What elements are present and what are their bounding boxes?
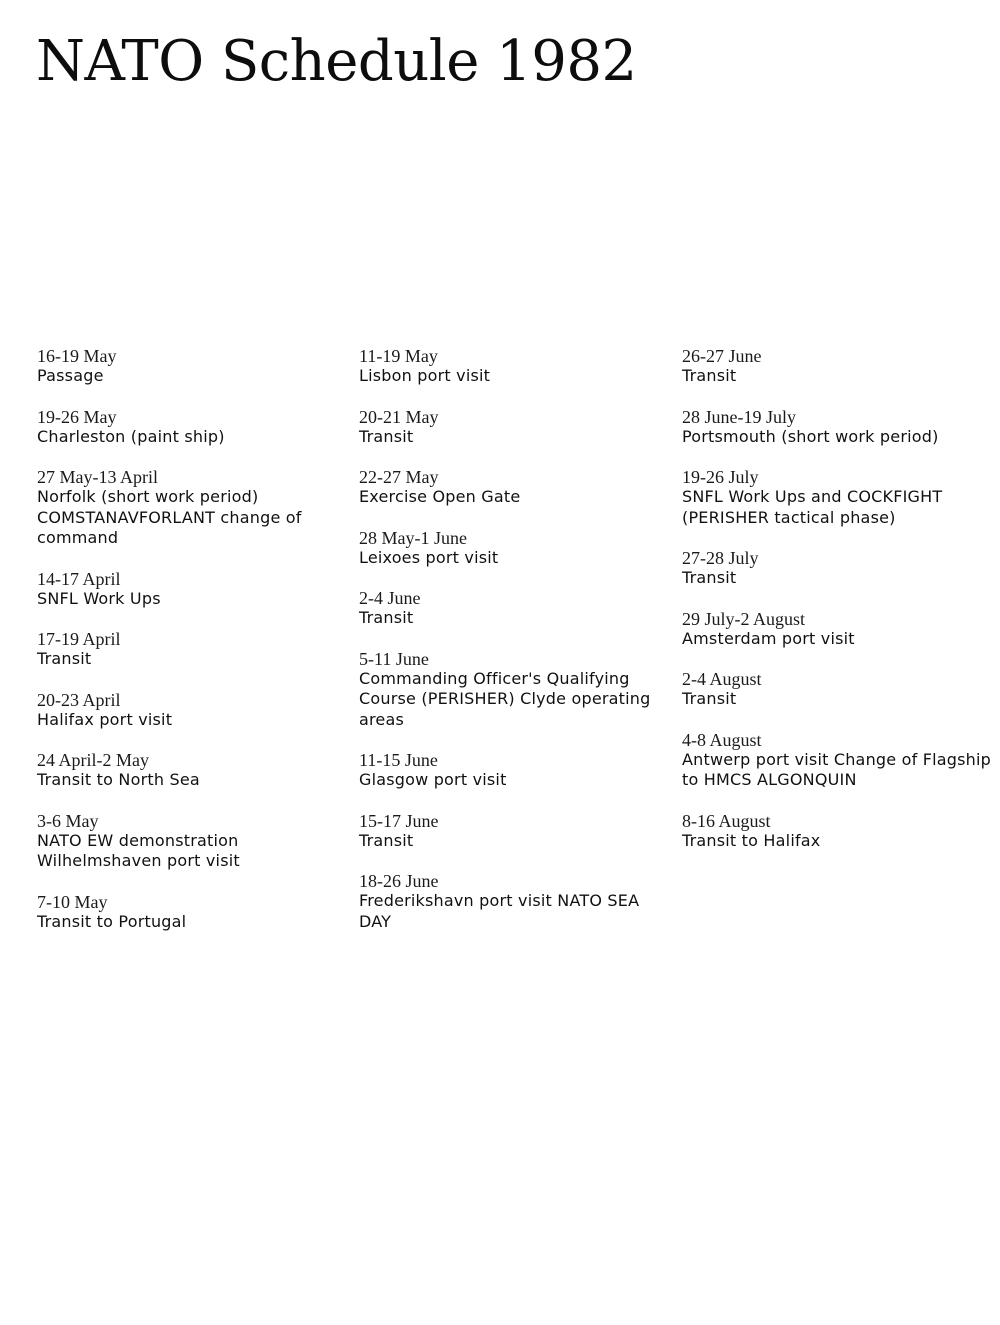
schedule-entry [682,609,992,650]
schedule-entry [359,649,659,731]
entry-description: Transit to Portugal [37,911,187,931]
entry-description: Transit [37,649,92,668]
schedule-entry [37,569,347,610]
entry-description: Portsmouth (short work period) [682,426,939,446]
entry-date: 7-10 May [37,891,108,912]
entry-date: 24 April-2 May [37,750,149,770]
entry-date: 2-4 June [359,588,421,608]
entry-description: Transit [359,830,414,850]
entry-date: 15-17 June [359,810,439,831]
schedule-entry [37,690,347,731]
schedule-entry [37,811,347,872]
entry-date: 17-19 April [37,629,121,649]
entry-description: Antwerp port visit Change of Flagship to HMCS ALGONQUIN [682,749,991,789]
entry-date: 18-26 June [359,871,439,891]
entry-description: Charleston (paint ship) [37,426,225,446]
entry-date: 5-11 June [359,648,429,669]
schedule-entry [682,730,992,791]
entry-date: 19-26 July [682,467,759,487]
entry-description: Lisbon port visit [359,366,491,385]
schedule-entry [359,346,659,387]
schedule-entry [37,892,347,933]
schedule-entry [359,407,659,448]
entry-date: 2-4 August [682,669,762,689]
schedule-entry [37,467,347,549]
entry-description: Transit [359,608,414,627]
entry-description: Transit to Halifax [682,830,821,850]
schedule-entry [37,629,347,670]
entry-description: Leixoes port visit [359,547,499,567]
schedule-entry [359,811,659,852]
entry-description: NATO EW demonstration Wilhelmshaven port visit [37,830,240,870]
schedule-entry [682,548,992,589]
schedule-entry [359,467,659,508]
entry-description: Passage [37,366,104,385]
entry-description: Transit [359,426,414,446]
entry-description: SNFL Work Ups and COCKFIGHT (PERISHER tactical phase) [682,487,943,527]
entry-date: 27-28 July [682,548,759,568]
entry-description: Amsterdam port visit [682,628,855,648]
schedule-entry [682,467,992,528]
entry-date: 20-23 April [37,689,121,710]
entry-description: Transit [682,366,737,385]
entry-date: 27 May-13 April [37,467,158,487]
entry-date: 16-19 May [37,346,117,366]
entry-date: 8-16 August [682,810,771,831]
entry-description: Transit [682,568,737,587]
entry-date: 11-19 May [359,346,438,366]
entry-description: Transit [682,689,737,708]
schedule-entry [359,871,659,932]
schedule-column-2 [359,346,659,952]
schedule-entry [359,528,659,569]
entry-description: SNFL Work Ups [37,588,161,608]
schedule-entry [682,669,992,710]
entry-date: 3-6 May [37,810,99,831]
entry-description: Transit to North Sea [37,770,200,789]
entry-description: Commanding Officer's Qualifying Course (PERISHER) Clyde operating areas [359,668,651,729]
schedule-column-3 [682,346,992,871]
entry-date: 4-8 August [682,729,762,750]
schedule-entry [359,750,659,791]
entry-date: 28 May-1 June [359,527,467,548]
schedule-entry [37,407,347,448]
schedule-entry [682,346,992,387]
schedule-column-1 [37,346,347,952]
entry-date: 11-15 June [359,750,438,770]
schedule-entry [37,346,347,387]
entry-description: Exercise Open Gate [359,487,521,506]
page-title: NATO Schedule 1982 [36,29,637,94]
entry-date: 14-17 April [37,568,121,589]
entry-description: Frederikshavn port visit NATO SEA DAY [359,891,640,931]
entry-date: 26-27 June [682,346,762,366]
entry-date: 19-26 May [37,406,117,427]
entry-date: 20-21 May [359,406,439,427]
entry-description: Halifax port visit [37,709,173,729]
entry-date: 22-27 May [359,467,439,487]
entry-description: Glasgow port visit [359,770,507,789]
schedule-entry [682,407,992,448]
schedule-entry [359,588,659,629]
entry-date: 28 June-19 July [682,406,796,427]
entry-description: Norfolk (short work period) COMSTANAVFORLANT change of command [37,487,302,547]
entry-date: 29 July-2 August [682,608,806,629]
schedule-entry [37,750,347,791]
schedule-entry [682,811,992,852]
